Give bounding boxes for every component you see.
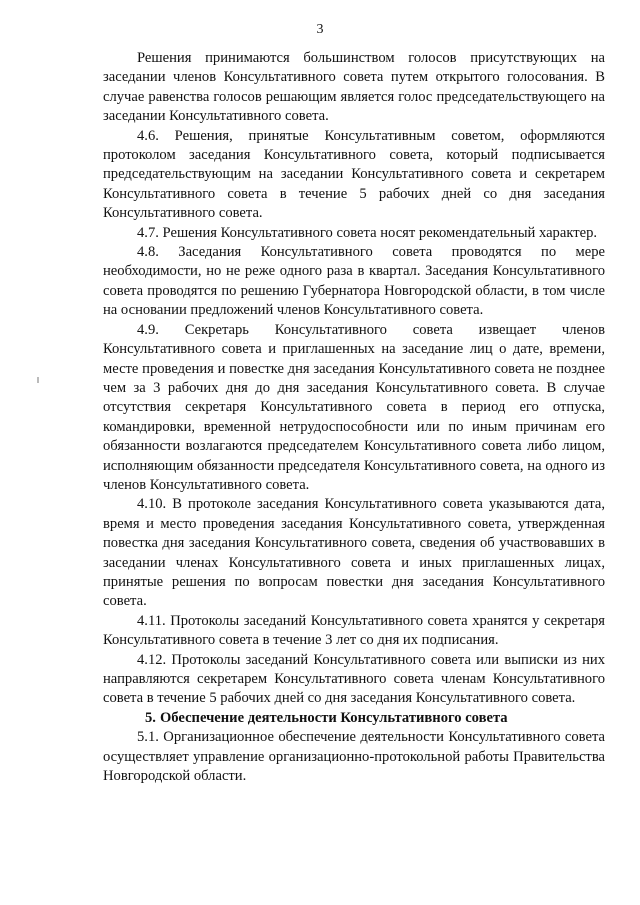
paragraph-4-12: 4.12. Протоколы заседаний Консультативного совета или выписки из них направляются секретарем Консультативного совета членам Консультативного совета в течение 5 рабочих дней со дня заседания Консультативного совета. bbox=[103, 651, 605, 707]
margin-mark bbox=[37, 377, 39, 383]
paragraph-4-9: 4.9. Секретарь Консультативного совета извещает членов Консультативного совета и приглашенных на заседание лиц о дате, времени, месте проведения и повестке дня заседания Консультативного совета не позднее чем за 3 рабочих дня до дня заседания Консультативного совета. В случае отсутствия секретаря Консультативного совета в период его отпуска, командировки, временной нетрудоспособности или по иным причинам его обязанности возлагаются председателем Консультативного совета либо лицом, исполняющим обязанности председателя Консультативного совета, на одного из членов Консультативного совета. bbox=[103, 321, 605, 493]
paragraph-4-10: 4.10. В протоколе заседания Консультативного совета указываются дата, время и место проведения заседания Консультативного совета, утвержденная повестка дня заседания Консультативного совета, сведения об участвовавших в заседании членах Консультативного совета и иных приглашенных лицах, принятые решения по вопросам повестки дня заседания Консультативного совета. bbox=[103, 496, 605, 610]
section-5-heading bbox=[103, 709, 605, 728]
paragraph-voting: Решения принимаются большинством голосов присутствующих на заседании членов Консультативного совета путем открытого голосования. В случае равенства голосов решающим является голос председательствующего на заседании Консультативного совета. bbox=[103, 50, 605, 125]
paragraph-5-1: 5.1. Организационное обеспечение деятельности Консультативного совета осуществляет управление организационно-протокольной работы Правительства Новгородской области. bbox=[103, 729, 605, 785]
page-number: 3 bbox=[316, 22, 324, 37]
paragraph-4-6: 4.6. Решения, принятые Консультативным советом, оформляются протоколом заседания Консультативного совета, который подписывается председательствующим на заседании Консультативного совета и секретарем Консультативного совета в течение 5 рабочих дней со дня заседания Консультативного совета. bbox=[103, 127, 605, 222]
paragraph-4-7: 4.7. Решения Консультативного совета носят рекомендательный характер. bbox=[137, 224, 598, 241]
section-5-number: 5. bbox=[145, 709, 156, 726]
section-5-title: Обеспечение деятельности Консультативного совета bbox=[159, 709, 508, 726]
paragraph-4-8: 4.8. Заседания Консультативного совета проводятся по мере необходимости, но не реже одного раза в квартал. Заседания Консультативного совета проводятся по решению Губернатора Новгородской области, в том числе на основании предложений членов Консультативного совета. bbox=[103, 244, 605, 319]
document-body bbox=[103, 49, 605, 786]
paragraph-4-11: 4.11. Протоколы заседаний Консультативного совета хранятся у секретаря Консультативного совета в течение 3 лет со дня их подписания. bbox=[103, 612, 605, 649]
